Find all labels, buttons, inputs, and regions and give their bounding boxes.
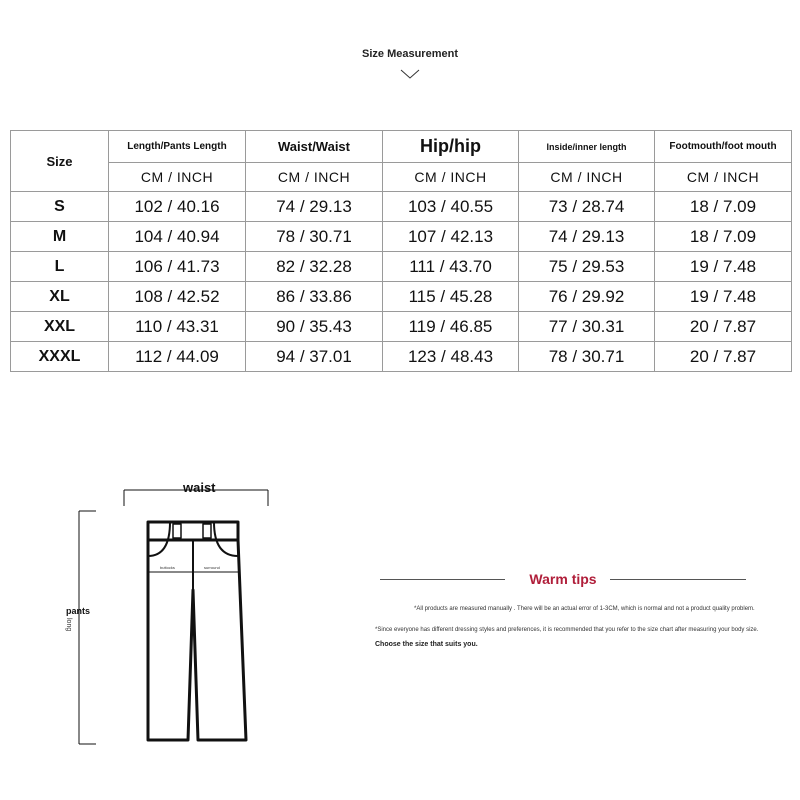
pants-label: pants xyxy=(66,606,91,616)
table-row xyxy=(11,342,792,372)
tips-divider-left xyxy=(380,579,505,580)
size-cell: S xyxy=(11,192,109,222)
page-title: Size Measurement xyxy=(362,48,458,60)
pants-diagram xyxy=(0,470,320,770)
table-header-row xyxy=(11,131,792,163)
column-header-foot-mouth: Footmouth/foot mouth xyxy=(655,131,792,163)
table-cell: 19 / 7.48 xyxy=(655,282,792,312)
size-cell: XXXL xyxy=(11,342,109,372)
table-cell: 77 / 30.31 xyxy=(519,312,655,342)
column-header-waist: Waist/Waist xyxy=(246,131,383,163)
warm-tips-title: Warm tips xyxy=(529,571,597,587)
table-row xyxy=(11,312,792,342)
table-cell: 76 / 29.92 xyxy=(519,282,655,312)
table-cell: 90 / 35.43 xyxy=(246,312,383,342)
tip-line: *Since everyone has different dressing styles and preferences, it is recommended that you refer to the size chart after measuring your body size. xyxy=(375,627,759,633)
table-cell: 78 / 30.71 xyxy=(246,222,383,252)
tip-line: Choose the size that suits you. xyxy=(375,641,478,648)
table-cell: 74 / 29.13 xyxy=(246,192,383,222)
pocket-label-left: buttocks xyxy=(160,565,175,570)
table-cell: 94 / 37.01 xyxy=(246,342,383,372)
table-cell: 75 / 29.53 xyxy=(519,252,655,282)
size-cell: XL xyxy=(11,282,109,312)
table-cell: 119 / 46.85 xyxy=(383,312,519,342)
table-cell: 107 / 42.13 xyxy=(383,222,519,252)
unit-label: CM / INCH xyxy=(109,163,246,192)
pants-outline-icon xyxy=(148,522,246,740)
length-measure-bracket xyxy=(79,511,96,744)
table-cell: 106 / 41.73 xyxy=(109,252,246,282)
table-row xyxy=(11,192,792,222)
size-cell: XXL xyxy=(11,312,109,342)
table-cell: 115 / 45.28 xyxy=(383,282,519,312)
unit-label: CM / INCH xyxy=(519,163,655,192)
long-label: long xyxy=(65,618,72,632)
table-cell: 110 / 43.31 xyxy=(109,312,246,342)
table-cell: 82 / 32.28 xyxy=(246,252,383,282)
tips-divider-right xyxy=(610,579,746,580)
unit-label: CM / INCH xyxy=(655,163,792,192)
table-cell: 111 / 43.70 xyxy=(383,252,519,282)
unit-label: CM / INCH xyxy=(246,163,383,192)
table-cell: 74 / 29.13 xyxy=(519,222,655,252)
waist-label: waist xyxy=(183,480,216,495)
table-cell: 86 / 33.86 xyxy=(246,282,383,312)
column-header-inside-length: Inside/inner length xyxy=(519,131,655,163)
unit-label: CM / INCH xyxy=(383,163,519,192)
pocket-label-right: surround xyxy=(204,565,220,570)
table-cell: 73 / 28.74 xyxy=(519,192,655,222)
table-cell: 123 / 48.43 xyxy=(383,342,519,372)
table-row xyxy=(11,222,792,252)
size-cell: M xyxy=(11,222,109,252)
size-table xyxy=(10,130,792,372)
column-header-label: Length/Pants Length xyxy=(127,141,227,152)
table-cell: 19 / 7.48 xyxy=(655,252,792,282)
chevron-down-icon xyxy=(400,68,420,80)
table-cell: 103 / 40.55 xyxy=(383,192,519,222)
table-cell: 102 / 40.16 xyxy=(109,192,246,222)
table-cell: 20 / 7.87 xyxy=(655,312,792,342)
size-column-header: Size xyxy=(11,131,109,192)
table-cell: 108 / 42.52 xyxy=(109,282,246,312)
table-unit-row xyxy=(11,163,792,192)
table-cell: 104 / 40.94 xyxy=(109,222,246,252)
table-cell: 78 / 30.71 xyxy=(519,342,655,372)
tip-line: *All products are measured manually . There will be an actual error of 1-3CM, which is normal and not a product quality problem. xyxy=(414,606,755,612)
table-cell: 18 / 7.09 xyxy=(655,222,792,252)
table-cell: 18 / 7.09 xyxy=(655,192,792,222)
table-row xyxy=(11,282,792,312)
size-cell: L xyxy=(11,252,109,282)
column-header-hip: Hip/hip xyxy=(383,131,519,163)
column-header-length xyxy=(109,131,246,163)
table-cell: 112 / 44.09 xyxy=(109,342,246,372)
table-cell: 20 / 7.87 xyxy=(655,342,792,372)
table-row xyxy=(11,252,792,282)
